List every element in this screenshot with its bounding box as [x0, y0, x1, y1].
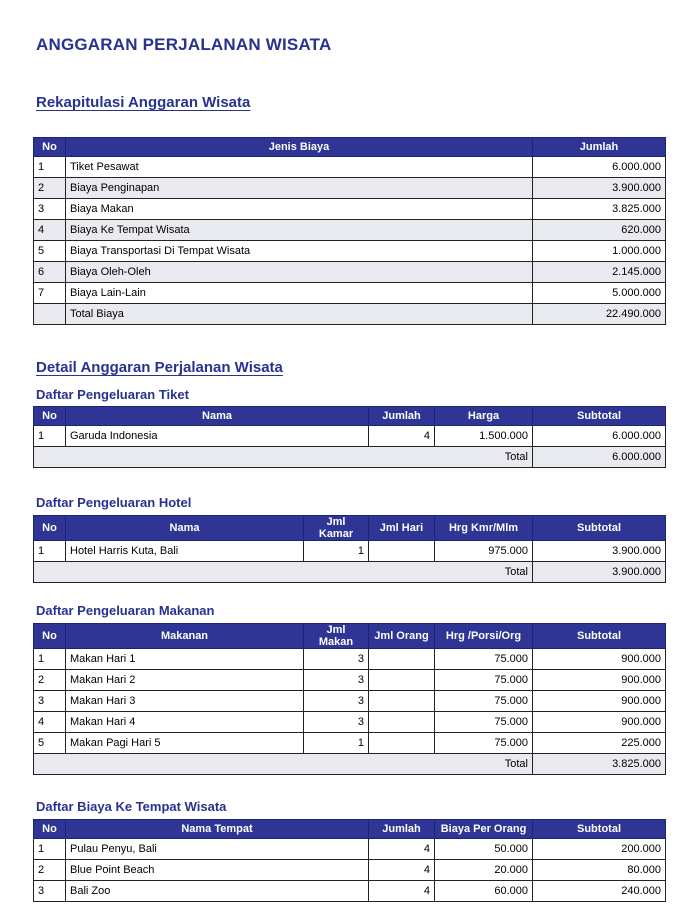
- table-cell: Biaya Penginapan: [66, 178, 533, 199]
- table-cell: 900.000: [533, 712, 666, 733]
- hotel-table: [33, 515, 666, 583]
- table-row: [34, 670, 666, 691]
- table-row: [34, 649, 666, 670]
- table-cell: 80.000: [533, 860, 666, 881]
- table-cell: 900.000: [533, 670, 666, 691]
- table-cell: Biaya Transportasi Di Tempat Wisata: [66, 241, 533, 262]
- col-header-subtotal: Subtotal: [533, 820, 666, 839]
- table-cell: Biaya Makan: [66, 199, 533, 220]
- col-header-no: No: [34, 820, 66, 839]
- table-cell: 1: [34, 426, 66, 447]
- total-label: Total Biaya: [66, 304, 533, 325]
- table-cell: 240.000: [533, 881, 666, 902]
- col-header-jml-orang: Jml Orang: [369, 624, 435, 649]
- table-cell: 60.000: [435, 881, 533, 902]
- table-cell: Makan Pagi Hari 5: [66, 733, 304, 754]
- table-cell: 20.000: [435, 860, 533, 881]
- table-cell: 6.000.000: [533, 426, 666, 447]
- table-cell: 4: [369, 839, 435, 860]
- table-cell: 3: [34, 881, 66, 902]
- table-cell: 4: [369, 881, 435, 902]
- table-cell: 4: [369, 860, 435, 881]
- table-cell: 2: [34, 860, 66, 881]
- total-row: [34, 562, 666, 583]
- table-cell: 1: [34, 541, 66, 562]
- table-row: [34, 199, 666, 220]
- col-header-no: No: [34, 407, 66, 426]
- col-header-jumlah: Jumlah: [369, 820, 435, 839]
- table-cell: 75.000: [435, 649, 533, 670]
- table-cell: 1.500.000: [435, 426, 533, 447]
- table-cell: 6: [34, 262, 66, 283]
- table-cell: 1: [304, 541, 369, 562]
- col-header-harga: Harga: [435, 407, 533, 426]
- table-cell: Makan Hari 4: [66, 712, 304, 733]
- col-header-jumlah: Jumlah: [369, 407, 435, 426]
- table-cell: 225.000: [533, 733, 666, 754]
- table-cell: Bali Zoo: [66, 881, 369, 902]
- table-row: [34, 262, 666, 283]
- table-cell: 75.000: [435, 691, 533, 712]
- col-header-no: No: [34, 624, 66, 649]
- table-cell: [369, 733, 435, 754]
- makanan-heading: Daftar Pengeluaran Makanan: [36, 603, 215, 618]
- hotel-body: [34, 541, 666, 583]
- col-header-subtotal: Subtotal: [533, 407, 666, 426]
- table-cell: [369, 712, 435, 733]
- col-header-nama: Nama: [66, 407, 369, 426]
- table-cell: 2.145.000: [533, 262, 666, 283]
- table-cell: 1: [34, 649, 66, 670]
- total-row: [34, 304, 666, 325]
- table-cell: 4: [34, 712, 66, 733]
- table-cell: 6.000.000: [533, 157, 666, 178]
- wisata-heading: Daftar Biaya Ke Tempat Wisata: [36, 799, 227, 814]
- makanan-table: [33, 623, 666, 775]
- table-cell: 2: [34, 178, 66, 199]
- table-cell: [369, 541, 435, 562]
- col-header-no: No: [34, 516, 66, 541]
- table-cell: [369, 691, 435, 712]
- col-header-hrg-kmr: Hrg Kmr/Mlm: [435, 516, 533, 541]
- col-header-subtotal: Subtotal: [533, 624, 666, 649]
- tiket-body: [34, 426, 666, 468]
- table-cell: Makan Hari 3: [66, 691, 304, 712]
- table-row: [34, 712, 666, 733]
- table-cell: 975.000: [435, 541, 533, 562]
- col-header-hrg-porsi: Hrg /Porsi/Org: [435, 624, 533, 649]
- tiket-table: [33, 406, 666, 468]
- table-cell: 4: [34, 220, 66, 241]
- table-cell: 7: [34, 283, 66, 304]
- table-row: [34, 860, 666, 881]
- table-cell: Biaya Lain-Lain: [66, 283, 533, 304]
- table-cell: Tiket Pesawat: [66, 157, 533, 178]
- table-cell: 3: [304, 649, 369, 670]
- table-cell: Pulau Penyu, Bali: [66, 839, 369, 860]
- table-row: [34, 691, 666, 712]
- col-header-jumlah: Jumlah: [533, 138, 666, 157]
- wisata-table: [33, 819, 666, 902]
- table-cell: 620.000: [533, 220, 666, 241]
- table-cell: 1: [304, 733, 369, 754]
- total-row: [34, 754, 666, 775]
- total-value: 3.900.000: [533, 562, 666, 583]
- table-cell: 5: [34, 733, 66, 754]
- total-value: 22.490.000: [533, 304, 666, 325]
- document-title: ANGGARAN PERJALANAN WISATA: [36, 35, 332, 54]
- table-cell: Biaya Oleh-Oleh: [66, 262, 533, 283]
- table-cell: 5: [34, 241, 66, 262]
- col-header-jenis-biaya: Jenis Biaya: [66, 138, 533, 157]
- table-row: [34, 157, 666, 178]
- total-value: 6.000.000: [533, 447, 666, 468]
- rekap-table: [33, 137, 666, 325]
- col-header-biaya-per-orang: Biaya Per Orang: [435, 820, 533, 839]
- total-row: [34, 447, 666, 468]
- table-cell: [369, 670, 435, 691]
- table-cell: Makan Hari 1: [66, 649, 304, 670]
- table-cell: 1.000.000: [533, 241, 666, 262]
- col-header-jml-makan: Jml Makan: [304, 624, 369, 649]
- table-row: [34, 881, 666, 902]
- table-cell: 3.900.000: [533, 178, 666, 199]
- table-cell: 3: [304, 712, 369, 733]
- table-cell: 4: [369, 426, 435, 447]
- table-cell: [369, 649, 435, 670]
- table-cell: Biaya Ke Tempat Wisata: [66, 220, 533, 241]
- tiket-heading: Daftar Pengeluaran Tiket: [36, 387, 189, 402]
- table-cell: 200.000: [533, 839, 666, 860]
- table-cell: 3.900.000: [533, 541, 666, 562]
- col-header-nama: Nama: [66, 516, 304, 541]
- table-cell: 1: [34, 839, 66, 860]
- table-cell: 1: [34, 157, 66, 178]
- table-row: [34, 241, 666, 262]
- table-row: [34, 220, 666, 241]
- table-row: [34, 541, 666, 562]
- table-row: [34, 733, 666, 754]
- table-cell: Blue Point Beach: [66, 860, 369, 881]
- table-cell: Hotel Harris Kuta, Bali: [66, 541, 304, 562]
- table-cell: 900.000: [533, 649, 666, 670]
- table-cell: 3.825.000: [533, 199, 666, 220]
- table-cell: Makan Hari 2: [66, 670, 304, 691]
- col-header-nama-tempat: Nama Tempat: [66, 820, 369, 839]
- total-label: Total: [34, 754, 533, 775]
- table-cell: Garuda Indonesia: [66, 426, 369, 447]
- col-header-jml-kamar: Jml Kamar: [304, 516, 369, 541]
- detail-heading: Detail Anggaran Perjalanan Wisata: [36, 359, 283, 376]
- table-row: [34, 839, 666, 860]
- col-header-jml-hari: Jml Hari: [369, 516, 435, 541]
- table-row: [34, 426, 666, 447]
- col-header-no: No: [34, 138, 66, 157]
- col-header-makanan: Makanan: [66, 624, 304, 649]
- table-cell: 75.000: [435, 733, 533, 754]
- table-cell: 2: [34, 670, 66, 691]
- table-row: [34, 283, 666, 304]
- table-cell: 900.000: [533, 691, 666, 712]
- col-header-subtotal: Subtotal: [533, 516, 666, 541]
- table-cell: 75.000: [435, 670, 533, 691]
- makanan-body: [34, 649, 666, 775]
- total-label: Total: [34, 562, 533, 583]
- table-cell: 50.000: [435, 839, 533, 860]
- table-cell: 75.000: [435, 712, 533, 733]
- total-label: Total: [34, 447, 533, 468]
- table-cell: 3: [34, 199, 66, 220]
- table-cell: 3: [34, 691, 66, 712]
- table-row: [34, 178, 666, 199]
- rekap-body: [34, 157, 666, 325]
- total-value: 3.825.000: [533, 754, 666, 775]
- wisata-body: [34, 839, 666, 902]
- table-cell: 5.000.000: [533, 283, 666, 304]
- table-cell: 3: [304, 670, 369, 691]
- hotel-heading: Daftar Pengeluaran Hotel: [36, 495, 192, 510]
- table-cell: [34, 304, 66, 325]
- table-cell: 3: [304, 691, 369, 712]
- rekap-heading: Rekapitulasi Anggaran Wisata: [36, 94, 251, 111]
